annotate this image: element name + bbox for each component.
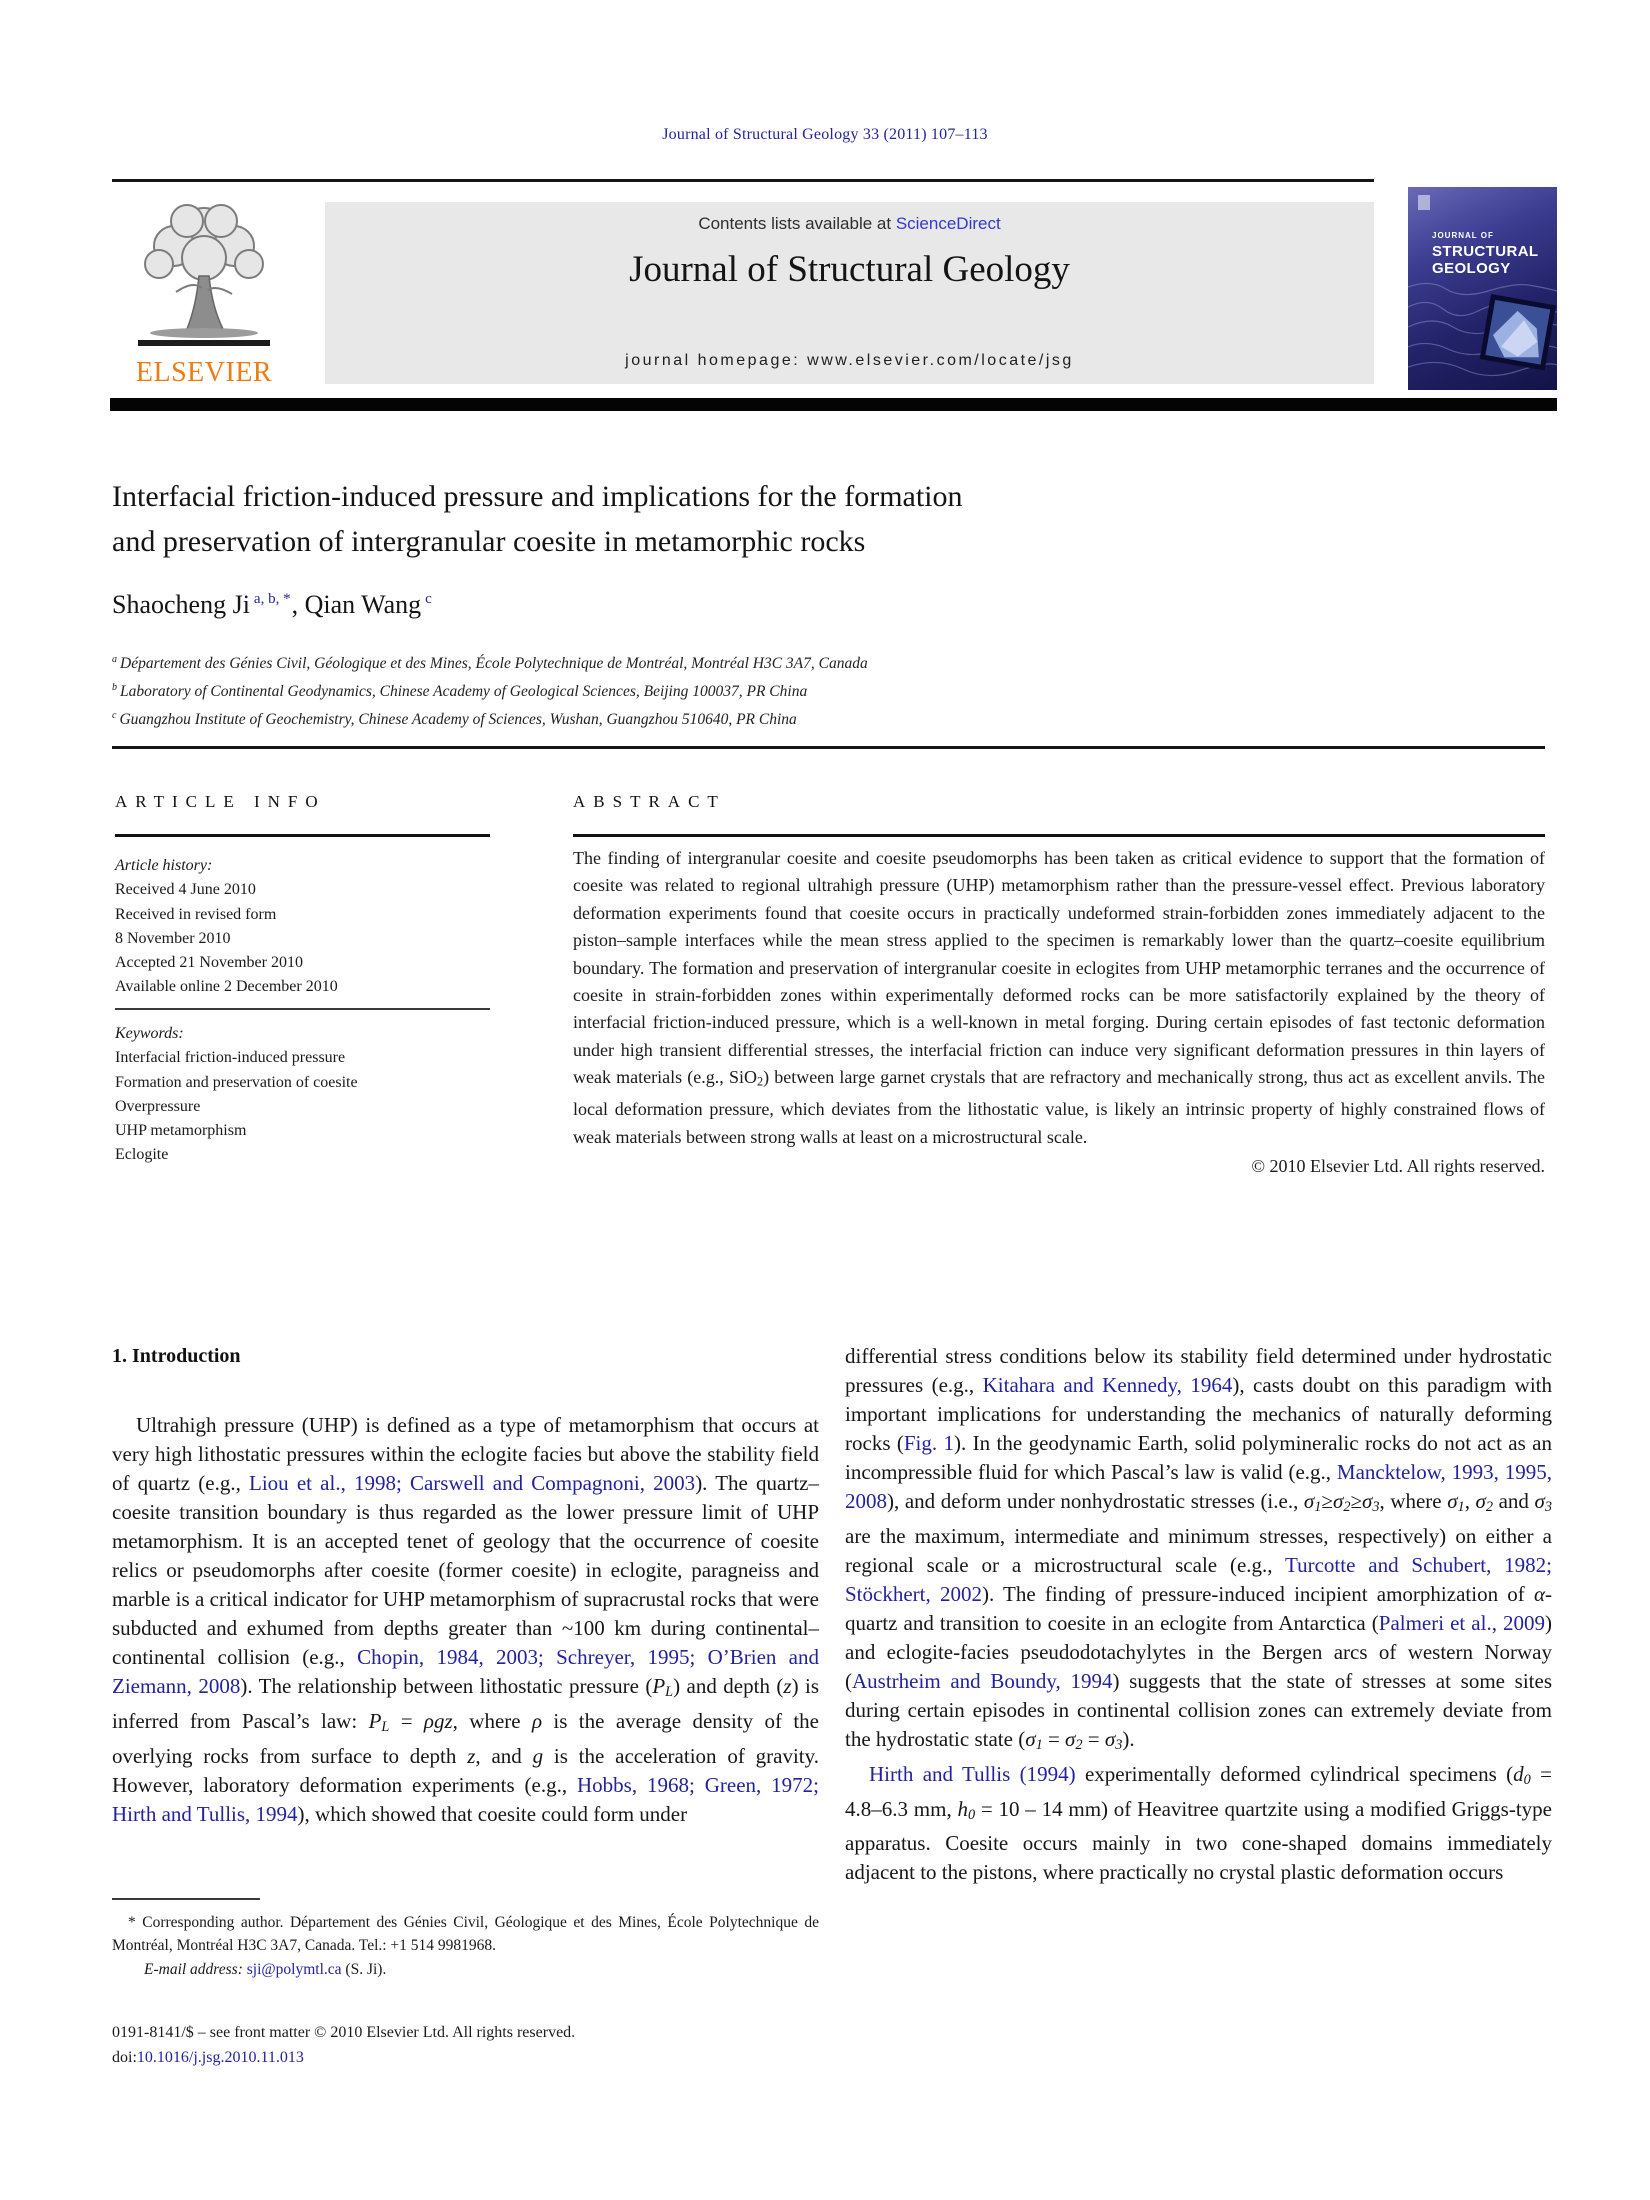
text-segment: = 4.8–6.3 mm, — [845, 1761, 1552, 1821]
elsevier-logo[interactable] — [110, 196, 298, 392]
citation-link[interactable]: Kitahara and Kennedy, 1964 — [982, 1373, 1233, 1397]
text-segment: is the average density of the overlying rocks from surface to depth — [112, 1708, 820, 1768]
text-segment: 2 — [756, 1074, 764, 1089]
body-right-column — [845, 1342, 1552, 1887]
text-segment: 1 — [1314, 1498, 1322, 1515]
text-segment: 2 — [1485, 1498, 1494, 1515]
author-affiliation-marker[interactable]: a, b, * — [253, 591, 291, 607]
footnote-block — [112, 1898, 819, 1981]
affiliation-marker: b — [112, 682, 117, 693]
text-segment: , and — [475, 1743, 533, 1768]
text-segment: σ — [1475, 1489, 1486, 1513]
text-segment: , where — [452, 1708, 532, 1733]
copyright-line: © 2010 Elsevier Ltd. All rights reserved. — [1251, 1155, 1545, 1176]
abstract-text — [573, 845, 1545, 1151]
section-heading-introduction: 1. Introduction — [112, 1345, 241, 1367]
keywords-block — [115, 1022, 500, 1168]
text-segment: ). The finding of pressure-induced incipient amorphization of — [981, 1581, 1534, 1606]
text-segment: σ — [1303, 1489, 1315, 1513]
banner-divider-bar — [110, 398, 1557, 411]
text-segment: = — [1042, 1726, 1066, 1751]
keyword: Formation and preservation of coesite — [115, 1073, 358, 1091]
history-line: Available online 2 December 2010 — [115, 978, 338, 996]
citation-link[interactable]: sji@polymtl.ca — [246, 1961, 342, 1978]
text-segment: d — [1513, 1761, 1524, 1786]
text-segment: σ — [1447, 1489, 1458, 1513]
article-info-heading-rule — [115, 834, 490, 837]
text-segment: ≥ — [1350, 1489, 1362, 1513]
authors-line — [112, 590, 433, 620]
text-segment: ) and eclogite-facies pseudodotachylytes in the Bergen arcs of western Norway ( — [845, 1610, 1552, 1693]
author-name: Shaocheng Ji — [112, 590, 250, 619]
article-title — [112, 474, 963, 564]
keywords-label: Keywords: — [115, 1025, 184, 1042]
text-segment: ). — [1122, 1726, 1135, 1751]
text-segment: ≥ — [1321, 1489, 1333, 1513]
text-segment: ρgz — [423, 1708, 453, 1733]
journal-banner — [325, 202, 1374, 384]
text-segment: The finding of intergranular coesite and coesite pseudomorphs has been taken as critical evidence to support that the formation of coesite was related to regional ultrahigh pressure (UHP) metamorphism rather than the pressure-vessel effect. Previous laboratory deformation experiments found that coesite occurs in practically undeformed strain-forbidden zones immediately adjacent to the piston–sample interfaces while the mean stress applied to the specimen is remarkably lower than the quartz–coesite equilibrium boundary. The formation and preservation of intergranular coesite in eclogites from UHP metamorphic terranes and the occurrence of coesite in strain-forbidden zones within experimentally deformed rocks can be more satisfactorily explained by the theory of interfacial friction-induced pressure, which is a well-known in metal forging. During certain episodes of fast tectonic deformation under high transient differential stresses, the interfacial friction can induce very significant deformation pressures in thin layers of weak materials (e.g., SiO — [573, 848, 1545, 1088]
citation-link[interactable]: Austrheim and Boundy, 1994 — [852, 1668, 1113, 1693]
text-segment: = — [389, 1708, 424, 1733]
text-segment: P — [368, 1708, 382, 1733]
corresponding-author-note — [112, 1911, 819, 1957]
body-paragraph — [112, 1411, 819, 1829]
citation-link[interactable]: Palmeri et al., 2009 — [1378, 1610, 1545, 1635]
affiliations — [112, 648, 868, 732]
text-segment: ) and depth ( — [673, 1674, 784, 1698]
footnote-rule — [112, 1898, 260, 1900]
front-matter-block — [112, 2020, 575, 2070]
text-segment: 2 — [1075, 1736, 1083, 1753]
text-segment: 3 — [1372, 1498, 1380, 1515]
text-segment: h — [957, 1796, 968, 1821]
sciencedirect-link[interactable]: ScienceDirect — [895, 214, 1001, 233]
text-segment: L — [381, 1718, 390, 1735]
citation-link[interactable]: Liou et al., 1998; Carswell and Compagnoni, 2003 — [249, 1471, 696, 1495]
text-segment: α — [1533, 1581, 1545, 1606]
text-segment: , where — [1379, 1489, 1448, 1513]
abstract-block — [573, 845, 1545, 1180]
contents-line — [325, 214, 1374, 234]
text-segment: (S. Ji). — [341, 1961, 387, 1978]
text-segment: differential stress conditions below its stability field determined under hydrostatic pressures (e.g., — [845, 1344, 1552, 1397]
text-segment: ) between large garnet crystals that are refractory and mechanically strong, thus act as excellent anvils. The local deformation pressure, which deviates from the lithostatic value, is likely an intrinsic property of highly constrained flows of weak materials between strong walls at least on a microstructural scale. — [573, 1067, 1545, 1147]
email-line — [112, 1958, 819, 1981]
citation-link[interactable]: Turcotte and Schubert, 1982; Stöckhert, 2002 — [845, 1552, 1553, 1606]
keywords-divider-rule — [115, 1008, 490, 1010]
text-segment: 3 — [1115, 1736, 1123, 1753]
journal-title: Journal of Structural Geology — [629, 249, 1070, 290]
elsevier-tree-icon — [118, 196, 290, 352]
abstract-heading: ABSTRACT — [573, 792, 726, 811]
text-segment: is the acceleration of gravity. However, laboratory deformation experiments (e.g., — [112, 1743, 819, 1797]
text-segment: 1 — [1457, 1498, 1465, 1515]
text-segment: g — [532, 1743, 544, 1768]
affiliation-line — [112, 648, 868, 676]
body-paragraph — [845, 1342, 1552, 1760]
elsevier-wordmark: ELSEVIER — [135, 357, 273, 388]
text-segment: -quartz and transition to coesite in an eclogite from Antarctica ( — [845, 1581, 1552, 1635]
text-segment: and — [1493, 1489, 1535, 1513]
text-segment: 1 — [1035, 1736, 1043, 1753]
history-line: 8 November 2010 — [115, 929, 231, 947]
text-segment: ). In the geodynamic Earth, solid polymineralic rocks do not act as an incompressible fluid for which Pascal’s law is valid (e.g., — [845, 1431, 1552, 1484]
text-segment: z — [467, 1743, 476, 1768]
affiliation-text: Département des Génies Civil, Géologique et des Mines, École Polytechnique de Montréal, Montréal H3C 3A7, Canada — [120, 655, 868, 672]
journal-homepage-link[interactable]: journal homepage: www.elsevier.com/locate/jsg — [625, 352, 1074, 369]
doi-line — [112, 2045, 575, 2070]
issn-line: 0191-8141/$ – see front matter © 2010 Elsevier Ltd. All rights reserved. — [112, 2024, 576, 2041]
text-segment: ) is inferred from Pascal’s law: — [112, 1674, 820, 1733]
text-segment: = — [1082, 1726, 1105, 1751]
text-segment: σ — [1025, 1726, 1036, 1751]
article-history-label: Article history: — [115, 857, 213, 874]
cover-title-line: GEOLOGY — [1432, 260, 1511, 277]
section-divider-rule — [112, 746, 1545, 749]
text-segment: σ — [1361, 1489, 1373, 1513]
affiliation-text: Guangzhou Institute of Geochemistry, Chinese Academy of Sciences, Wushan, Guangzhou 510640, PR China — [119, 711, 797, 728]
affiliation-text: Laboratory of Continental Geodynamics, Chinese Academy of Geological Sciences, Beijing 100037, PR China — [120, 683, 808, 700]
text-segment: σ — [1534, 1489, 1545, 1513]
text-segment: * Corresponding author. Département des Génies Civil, Géologique et des Mines, École Polytechnique de Montréal, Montréal H3C 3A7, Canada. Tel.: +1 514 9981968. — [112, 1914, 819, 1954]
keyword: Eclogite — [115, 1146, 169, 1164]
text-segment: = 10 – 14 mm) of Heavitree quartzite using a modified Griggs-type apparatus. Coesite occurs mainly in two cone-shaped domains immediately adjacent to the pistons, where practically no crystal plastic deformation occurs — [845, 1796, 1553, 1885]
keyword: UHP metamorphism — [115, 1122, 247, 1140]
citation-link[interactable]: Fig. 1 — [903, 1431, 955, 1455]
text-segment: E-mail address: — [144, 1961, 243, 1978]
text-segment: ρ — [531, 1708, 543, 1733]
affiliation-marker: c — [112, 710, 117, 721]
text-segment: ) suggests that the state of stresses at some sites during certain episodes in continental collision zones can extremely deviate from the hydrostatic state ( — [845, 1668, 1553, 1751]
text-segment: Ultrahigh pressure (UHP) is defined as a type of metamorphism that occurs at very high lithostatic pressures within the eclogite facies but above the stability field of quartz (e.g., — [112, 1413, 819, 1495]
article-history — [115, 854, 500, 1000]
affiliation-line — [112, 704, 868, 732]
text-segment: ), and deform under nonhydrostatic stresses (i.e., — [887, 1489, 1304, 1513]
text-segment: ). The quartz–coesite transition boundary is thus regarded as the lower pressure limit of UHP metamorphism. It is an accepted tenet of geology that the occurrence of coesite relics or pseudomorphs after coesite (former coesite) in eclogite, paragneiss and marble is a critical indicator for UHP metamorphism of supracrustal rocks that were subducted and exhumed from depths greater than ~100 km during continental–continental collision (e.g., — [112, 1471, 819, 1669]
citation-link[interactable]: Mancktelow, 1993, 1995, 2008 — [845, 1460, 1552, 1513]
text-segment: , — [1464, 1489, 1476, 1513]
text-segment: experimentally deformed cylindrical specimens ( — [1075, 1761, 1514, 1786]
text-segment: 0 — [967, 1806, 976, 1823]
contents-prefix: Contents lists available at — [698, 214, 896, 233]
text-segment: z — [783, 1674, 792, 1698]
affiliation-marker: a — [112, 654, 117, 665]
keyword: Interfacial friction-induced pressure — [115, 1049, 346, 1067]
journal-citation-line: Journal of Structural Geology 33 (2011) 107–113 — [662, 126, 988, 143]
text-segment: doi: — [112, 2049, 137, 2066]
text-segment: 3 — [1544, 1498, 1552, 1515]
cover-title-line: STRUCTURAL — [1432, 243, 1539, 260]
keyword: Overpressure — [115, 1097, 201, 1115]
text-segment: are the maximum, intermediate and minimum stresses, respectively) on either a regional scale or a microstructural scale (e.g., — [845, 1523, 1552, 1577]
text-segment: ), which showed that coesite could form under — [297, 1801, 688, 1826]
text-segment: σ — [1104, 1726, 1116, 1751]
history-line: Received in revised form — [115, 905, 277, 923]
abstract-heading-rule — [573, 834, 1545, 837]
citation-link[interactable]: Hobbs, 1968; Green, 1972; Hirth and Tullis, 1994 — [112, 1772, 820, 1826]
article-title-line: Interfacial friction-induced pressure and implications for the formation — [112, 480, 963, 513]
article-title-line: and preservation of intergranular coesite in metamorphic rocks — [112, 525, 866, 558]
cover-art — [1408, 187, 1557, 390]
citation-link[interactable]: Hirth and Tullis (1994) — [869, 1761, 1076, 1786]
text-segment: σ — [1065, 1726, 1076, 1751]
text-segment: σ — [1332, 1489, 1344, 1513]
cover-title-line: JOURNAL OF — [1432, 231, 1494, 240]
author-name: , Qian Wang — [291, 590, 422, 619]
body-left-column — [112, 1342, 819, 1829]
body-paragraph — [845, 1760, 1552, 1888]
header-rule — [112, 179, 1374, 182]
text-segment: ). The relationship between lithostatic pressure ( — [240, 1674, 653, 1698]
citation-link[interactable]: 10.1016/j.jsg.2010.11.013 — [136, 2049, 304, 2066]
text-segment: ), casts doubt on this paradigm with important implications for understanding the mechanics of naturally deforming rocks ( — [845, 1373, 1552, 1455]
affiliation-line — [112, 676, 868, 704]
text-segment: 2 — [1343, 1498, 1351, 1515]
history-line: Received 4 June 2010 — [115, 881, 256, 899]
cover-title — [1432, 231, 1539, 277]
citation-link[interactable]: Chopin, 1984, 2003; Schreyer, 1995; O’Brien and Ziemann, 2008 — [112, 1645, 819, 1698]
history-line: Accepted 21 November 2010 — [115, 954, 303, 972]
journal-cover-thumbnail[interactable] — [1408, 187, 1557, 390]
text-segment: P — [652, 1674, 666, 1698]
text-segment: 0 — [1523, 1771, 1531, 1788]
article-info-heading: ARTICLE INFO — [115, 792, 326, 811]
author-affiliation-marker[interactable]: c — [425, 591, 432, 607]
text-segment: L — [665, 1683, 674, 1700]
